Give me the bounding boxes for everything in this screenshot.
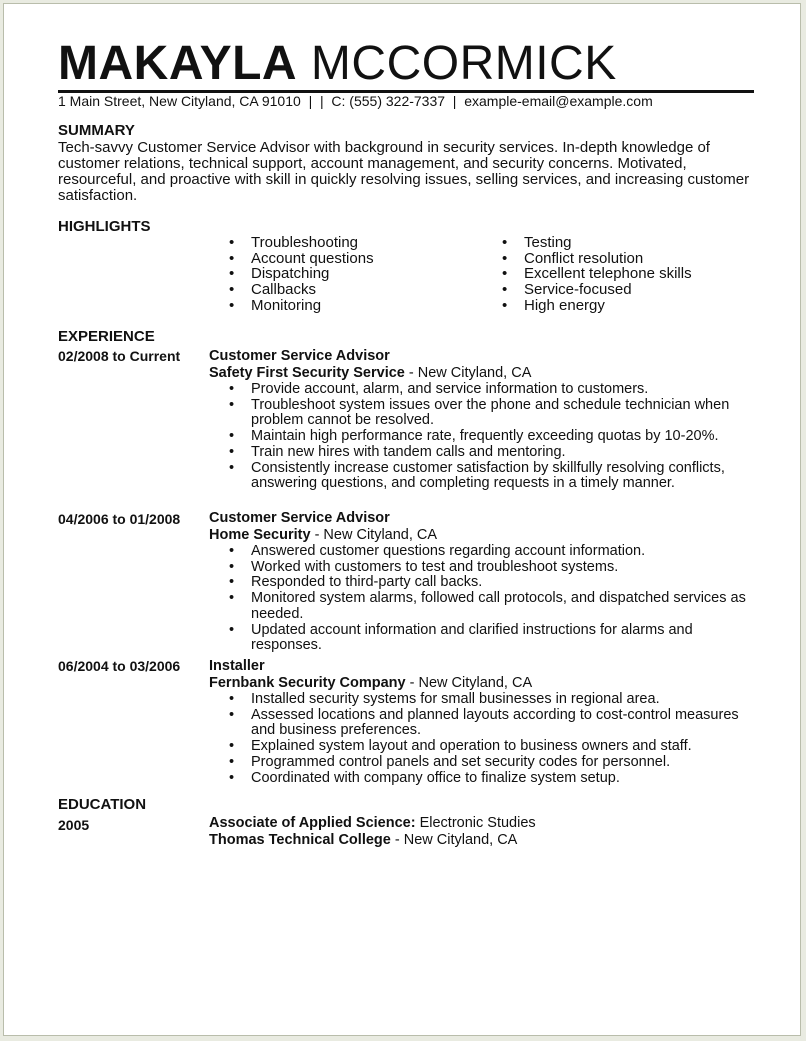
list-item: • Coordinated with company office to finalize system setup. [209, 771, 749, 787]
education-year: 2005 [58, 817, 90, 833]
list-item: • Assessed locations and planned layouts according to cost-control measures and business preferences. [209, 708, 749, 739]
job-dates: 02/2008 to Current [58, 348, 181, 364]
education-heading: EDUCATION [58, 796, 147, 813]
list-item: • Worked with customers to test and troubleshoot systems. [209, 560, 749, 576]
list-item: • Explained system layout and operation to business owners and staff. [209, 739, 749, 755]
job-entry [209, 348, 749, 492]
job-company-line [209, 365, 749, 382]
list-item: • Maintain high performance rate, frequently exceeding quotas by 10-20%. [209, 429, 749, 445]
school-location: - New Cityland, CA [390, 832, 518, 848]
education-school-line [209, 832, 749, 849]
education-degree-line [209, 815, 749, 832]
highlights-heading: HIGHLIGHTS [58, 218, 151, 235]
highlight-item: • High energy [502, 298, 692, 314]
highlight-item: • Conflict resolution [502, 251, 692, 267]
summary-heading: SUMMARY [58, 122, 135, 139]
highlight-item: • Callbacks [229, 282, 374, 298]
first-name: MAKAYLA [58, 37, 298, 90]
highlight-item: • Troubleshooting [229, 235, 374, 251]
highlight-item: • Dispatching [229, 266, 374, 282]
highlights-list-right [502, 235, 692, 314]
list-item: • Troubleshoot system issues over the phone and schedule technician when problem cannot be resolved. [209, 398, 749, 429]
list-item: • Installed security systems for small businesses in regional area. [209, 692, 749, 708]
last-name: MCCORMICK [310, 37, 617, 90]
job-dates: 06/2004 to 03/2006 [58, 658, 181, 674]
job-title: Customer Service Advisor [209, 348, 390, 364]
list-item: • Programmed control panels and set security codes for personnel. [209, 755, 749, 771]
highlight-item: • Excellent telephone skills [502, 266, 692, 282]
company-location: - New Cityland, CA [310, 527, 438, 543]
job-bullets [209, 544, 749, 654]
education-entry [209, 815, 749, 849]
resume-page [3, 3, 801, 1036]
list-item: • Train new hires with tandem calls and mentoring. [209, 445, 749, 461]
highlight-item: • Service-focused [502, 282, 692, 298]
list-item: • Monitored system alarms, followed call protocols, and dispatched services as needed. [209, 591, 749, 622]
job-bullets [209, 382, 749, 492]
summary-text: Tech-savvy Customer Service Advisor with background in security services. In-depth knowledge of customer relations, technical support, account management, and security concerns. Motivated, resourceful, and proactive with skill in quickly resolving issues, selling services, and increasing customer satisfaction. [58, 139, 750, 204]
company-location: - New Cityland, CA [405, 675, 533, 691]
contact-line: 1 Main Street, New Cityland, CA 91010 | | C: (555) 322-7337 | example-email@example.com [58, 93, 653, 109]
list-item: • Responded to third-party call backs. [209, 575, 749, 591]
highlight-item: • Monitoring [229, 298, 374, 314]
list-item: • Consistently increase customer satisfaction by skillfully resolving conflicts, answering questions, and completing requests in a timely manner. [209, 461, 749, 492]
degree-field: Electronic Studies [415, 815, 536, 831]
job-entry [209, 658, 749, 786]
list-item: • Provide account, alarm, and service information to customers. [209, 382, 749, 398]
job-title: Installer [209, 658, 265, 674]
list-item: • Answered customer questions regarding account information. [209, 544, 749, 560]
highlights-list-left [229, 235, 374, 314]
school-name: Thomas Technical College [209, 832, 391, 848]
candidate-name [58, 34, 617, 94]
job-company-line [209, 527, 749, 544]
company-location: - New Cityland, CA [404, 365, 532, 381]
degree: Associate of Applied Science: [209, 815, 416, 831]
company-name: Safety First Security Service [209, 365, 405, 381]
job-company-line [209, 675, 749, 692]
list-item: • Updated account information and clarified instructions for alarms and responses. [209, 623, 749, 654]
job-dates: 04/2006 to 01/2008 [58, 511, 181, 527]
company-name: Home Security [209, 527, 311, 543]
job-title: Customer Service Advisor [209, 510, 390, 526]
job-entry [209, 510, 749, 654]
job-bullets [209, 692, 749, 786]
company-name: Fernbank Security Company [209, 675, 406, 691]
highlight-item: • Account questions [229, 251, 374, 267]
experience-heading: EXPERIENCE [58, 328, 155, 345]
highlight-item: • Testing [502, 235, 692, 251]
